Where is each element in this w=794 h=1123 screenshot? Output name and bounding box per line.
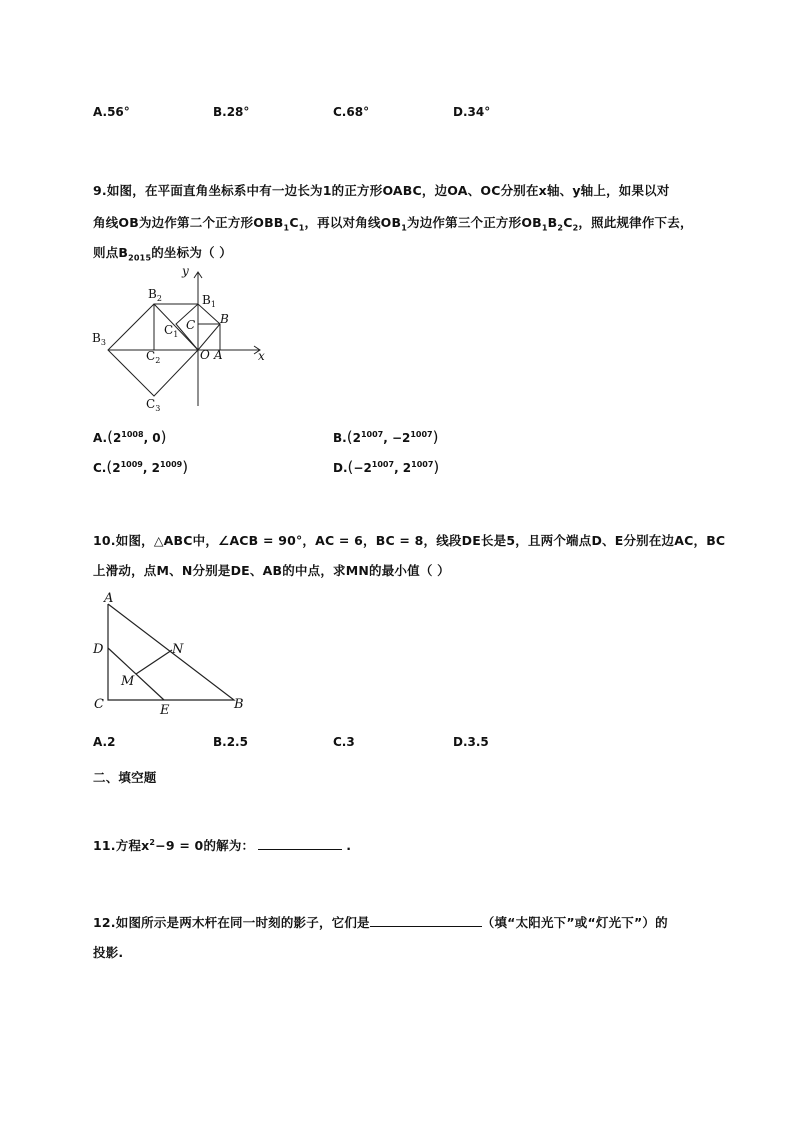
label-y: y	[182, 264, 189, 278]
label-b3: $B_3$	[92, 331, 106, 347]
label-c3: $C_3$	[146, 397, 161, 412]
label-n: N	[172, 642, 184, 657]
diagonal-ob	[198, 324, 220, 350]
section-title: 二、填空题	[93, 770, 157, 785]
q12-text-line1: 12.如图所示是两木杆在同一时刻的影子，它们是 （填“太阳光下”或“灯光下”）的	[93, 912, 668, 931]
q12-answer-blank[interactable]	[370, 912, 482, 927]
label-b1: $B_1$	[202, 293, 216, 309]
label-c: C	[186, 318, 196, 332]
label-d: D	[93, 642, 104, 657]
q9-text-line3: 则点$B_{2015}$的坐标为（ ）	[93, 245, 232, 263]
label-c1: $C_1$	[164, 323, 179, 339]
q10-option-d: D.3.5	[453, 735, 489, 749]
q10-figure	[88, 590, 258, 720]
q9-text-line1: 9.如图，在平面直角坐标系中有一边长为1的正方形OABC，边OA、OC分别在x轴、y轴上，如果以对	[93, 183, 670, 198]
q8-option-c: C.68°	[333, 105, 370, 119]
q9-option-c: $C.(2^{1009}$, $2^{1009}$)	[93, 458, 189, 476]
label-a: A	[214, 348, 223, 362]
q10-option-b: B.2.5	[213, 735, 248, 749]
q8-option-d: D.34°	[453, 105, 491, 119]
q11-text: 11.方程$x^2-9 = 0$的解为： .	[93, 835, 351, 854]
label-b: B	[220, 312, 229, 326]
label-m: M	[121, 674, 135, 689]
label-a: A	[104, 591, 114, 606]
label-e: E	[160, 703, 170, 718]
q9-option-a: $A.(2^{1008}$, 0)	[93, 428, 167, 446]
q9-option-d: $D.(-2^{1007}$, $2^{1007}$)	[333, 458, 440, 476]
q8-option-a: A.56°	[93, 105, 130, 119]
label-c: C	[94, 697, 104, 712]
label-o: O	[200, 348, 210, 362]
label-x: x	[258, 349, 265, 363]
label-b2: $B_2$	[148, 287, 162, 303]
q9-figure	[88, 262, 268, 412]
q12-text-line2: 投影.	[93, 945, 124, 960]
q8-option-b: B.28°	[213, 105, 250, 119]
q10-text-line2: 上滑动，点M、N分别是DE、AB的中点，求MN的最小值（ ）	[93, 563, 450, 578]
q10-option-a: A.2	[93, 735, 116, 749]
label-b: B	[234, 697, 244, 712]
q11-answer-blank[interactable]	[258, 835, 342, 850]
q9-text-line2: 角线OB为边作第二个正方形$OBB_1C_1$，再以对角线$OB_1$为边作第三个正方形$OB_1B_2C_2$，照此规律作下去，	[93, 215, 693, 233]
segment-mn	[136, 650, 172, 674]
label-c2: $C_2$	[146, 349, 161, 365]
q9-option-b: $B.(2^{1007}$, $-2^{1007}$)	[333, 428, 439, 446]
q10-option-c: C.3	[333, 735, 355, 749]
q10-text-line1: 10.如图，△ABC中，∠ACB = 90°，AC = 6，BC = 8，线段DE长是5，且两个端点D、E分别在边AC，BC	[93, 533, 726, 548]
